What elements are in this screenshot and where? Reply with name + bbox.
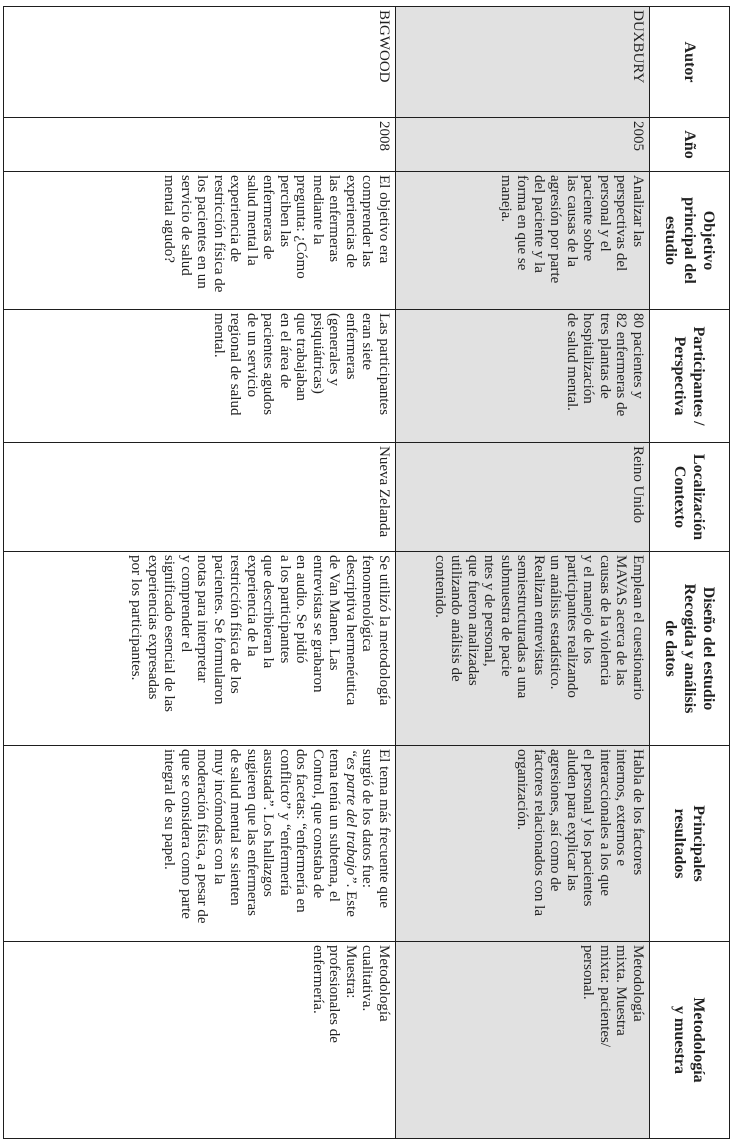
text-line: organización. [514,749,531,830]
text-line: Localización [690,453,708,541]
text-line: servicio de salud [178,175,194,276]
text-line: principal del [681,197,698,284]
text-line: un análisis estadístico. [547,555,564,690]
text-line: del paciente y la [531,175,547,273]
text-line: que describieran la [260,555,277,669]
text-line: agresión por parte [547,175,564,284]
text-line: Emplean el cuestionario [630,555,646,700]
text-line: regional de salud [227,313,244,416]
text-line: restricción física de los [227,555,244,694]
text-line: submuestra de pacie [498,555,514,677]
text-line: salud mental la [244,175,260,266]
text-line: resultados [671,808,689,879]
text-line: que fueron analizadas [465,555,481,686]
text-line: que se considera como parte [178,749,194,919]
text-line: personal y el [597,175,613,252]
text-line: experiencia de la [244,555,260,657]
text-line: el personal y los pacientes [580,749,597,907]
text-line: Principales [690,805,708,882]
text-line: estudio [662,216,679,265]
header-localizacion [650,443,730,552]
cell-objetivo [396,172,650,310]
text-line: restricción física de [211,175,227,293]
text-line: utilizando análisis de [448,555,465,682]
text-line: cualitativa. [359,945,376,1012]
text-line: factores relacionados con la [531,749,547,916]
table-row-duxbury [396,7,650,1139]
text-line: comprender las [359,175,376,268]
text-line: Metodología [690,997,708,1083]
cell-localizacion [396,443,650,552]
text-line: enfermeras de [260,175,277,260]
text-line: dos facetas: “enfermería en [293,749,310,913]
text-line: pregunta: ¿Cómo [293,175,310,279]
text-line: las enfermeras [326,175,343,263]
text-line: notas para interpretar [194,555,211,683]
text-line: que trabajaban [293,313,310,401]
header-participantes [650,310,730,443]
text-line: en audio. Se pidió [293,555,310,664]
cell-autor: BIGWOOD [4,7,396,118]
text-line: entrevistas se grabaron [310,555,326,693]
cell-diseno [396,552,650,746]
cell-participantes [4,310,396,443]
text-line: Se utilizó la metodología [376,555,392,706]
text-line: y el manejo de los [580,555,597,665]
text-line: Metodología [630,945,646,1022]
quote-suffix: . Este [343,883,359,917]
cell-localizacion [4,443,396,552]
text-line: pacientes agudos [260,313,277,416]
text-line: tema tenía un subtema, el [326,749,343,902]
text-line: fenomenológica [359,555,376,652]
text-line: sugieren que las enfermeras [244,749,260,917]
text-line: Contexto [671,465,689,529]
text-line: moderación física, a pesar de [194,749,211,924]
text-line: de datos [662,620,679,677]
text-line: MAVAS acerca de las [613,555,630,686]
text-line: asustada”. Los hallazgos [260,749,277,897]
text-line: contenido. [432,555,448,618]
text-line: en el área de [277,313,293,389]
text-line: psiquiátricas) [310,313,326,394]
text-line: descriptiva hermenéutica [343,555,359,706]
text-line: ntes y de personal, [481,555,498,667]
header-anio [650,118,730,172]
text-line: Autor [681,41,698,83]
text-line: Analizar las [630,175,646,248]
cell-metodologia [4,942,396,1139]
text-line: Año [681,130,698,159]
text-line: causas de la violencia [597,555,613,686]
text-line: internos, externos e [613,749,630,867]
text-line: Nueva Zelanda [376,446,392,538]
cell-anio: 2008 [4,118,396,172]
text-line: de Van Manen. Las [326,555,343,671]
text-line: participantes realizando [564,555,580,698]
text-line: aluden para explicar las [564,749,580,892]
text-line: forma en que se [514,175,531,271]
text-line: interaccionales a los que [597,749,613,897]
text-line: experiencias de [343,175,359,268]
text-line: de un servicio [244,313,260,398]
text-line: por los participantes. [128,555,145,681]
text-line: perciben las [277,175,293,248]
text-line: mental agudo? [161,175,178,263]
text-line: muy incómodas con la [211,749,227,885]
text-line: enfermería. [310,945,326,1014]
text-line: Realizan entrevistas [531,555,547,676]
text-line: experiencias expresadas [145,555,161,700]
header-row [650,7,730,1139]
text-line: las causas de la [564,175,580,268]
text-line: significado esencial de las [161,555,178,713]
text-line: Muestra: [343,945,359,999]
text-line: Participantes / [690,326,708,426]
text-line: tres plantas de [597,313,613,399]
text-line: hospitalización [580,313,597,404]
text-line: los pacientes en un [194,175,211,289]
text-line: 82 enfermeras de [613,313,630,417]
literature-review-table [3,6,730,1139]
text-line: maneja. [498,175,514,223]
text-line: conflicto” y “enfermería [277,749,293,896]
text-line: Las participantes [376,313,392,416]
text-line: semiestructuradas a una [514,555,531,699]
result-line: El tema más frecuente que [376,749,392,909]
text-line: Objetivo [700,210,717,271]
text-line: pacientes. Se formularon [211,555,227,705]
text-line: integral de su papel. [161,749,178,870]
cell-objetivo [4,172,396,310]
cell-diseno [4,552,396,746]
text-line: agresiones, así como de [547,749,564,892]
result-line: surgió de los datos fue: [359,749,376,888]
table-row-bigwood [4,7,396,1139]
text-line: mixta: pacientes/ [597,945,613,1048]
text-line: enfermeras [343,313,359,380]
italic-quote: “es parte del trabajo” [343,749,359,884]
text-line: Habla de los factores [630,749,646,876]
text-line: mediante la [310,175,326,245]
header-objetivo [650,172,730,310]
text-line: Reino Unido [630,446,646,524]
text-line: (generales y [326,313,343,386]
result-line-quote [343,749,360,938]
text-line: Perspectiva [671,336,689,416]
cell-participantes [396,310,650,443]
text-line: Control, que constaba de [310,749,326,899]
text-line: mental. [211,313,227,358]
text-line: eran siete [359,313,376,371]
text-line: perspectivas del [613,175,630,272]
cell-metodologia [396,942,650,1139]
text-line: Diseño del estudio [700,586,717,711]
cell-resultados [396,746,650,942]
header-diseno [650,552,730,746]
text-line: de salud mental. [564,313,580,411]
text-line: a los participantes [277,555,293,664]
cell-anio: 2005 [396,118,650,172]
text-line: profesionales de [326,945,343,1043]
text-line: y muestra [671,1006,689,1074]
text-line: Recogida y análisis [681,583,698,714]
header-resultados [650,746,730,942]
text-line: Metodología [376,945,392,1022]
text-line: 80 pacientes y [630,313,646,399]
text-line: experiencia de [227,175,244,263]
header-autor [650,7,730,118]
text-line: y comprender el [178,555,194,653]
cell-autor: DUXBURY [396,7,650,118]
result-lines [161,749,343,938]
text-line: paciente sobre [580,175,597,262]
header-metodologia [650,942,730,1139]
text-line: personal. [580,945,597,1000]
text-line: de salud mental se sienten [227,749,244,906]
text-line: mixta. Muestra [613,945,630,1036]
cell-resultados [4,746,396,942]
text-line: El objetivo era [376,175,392,264]
